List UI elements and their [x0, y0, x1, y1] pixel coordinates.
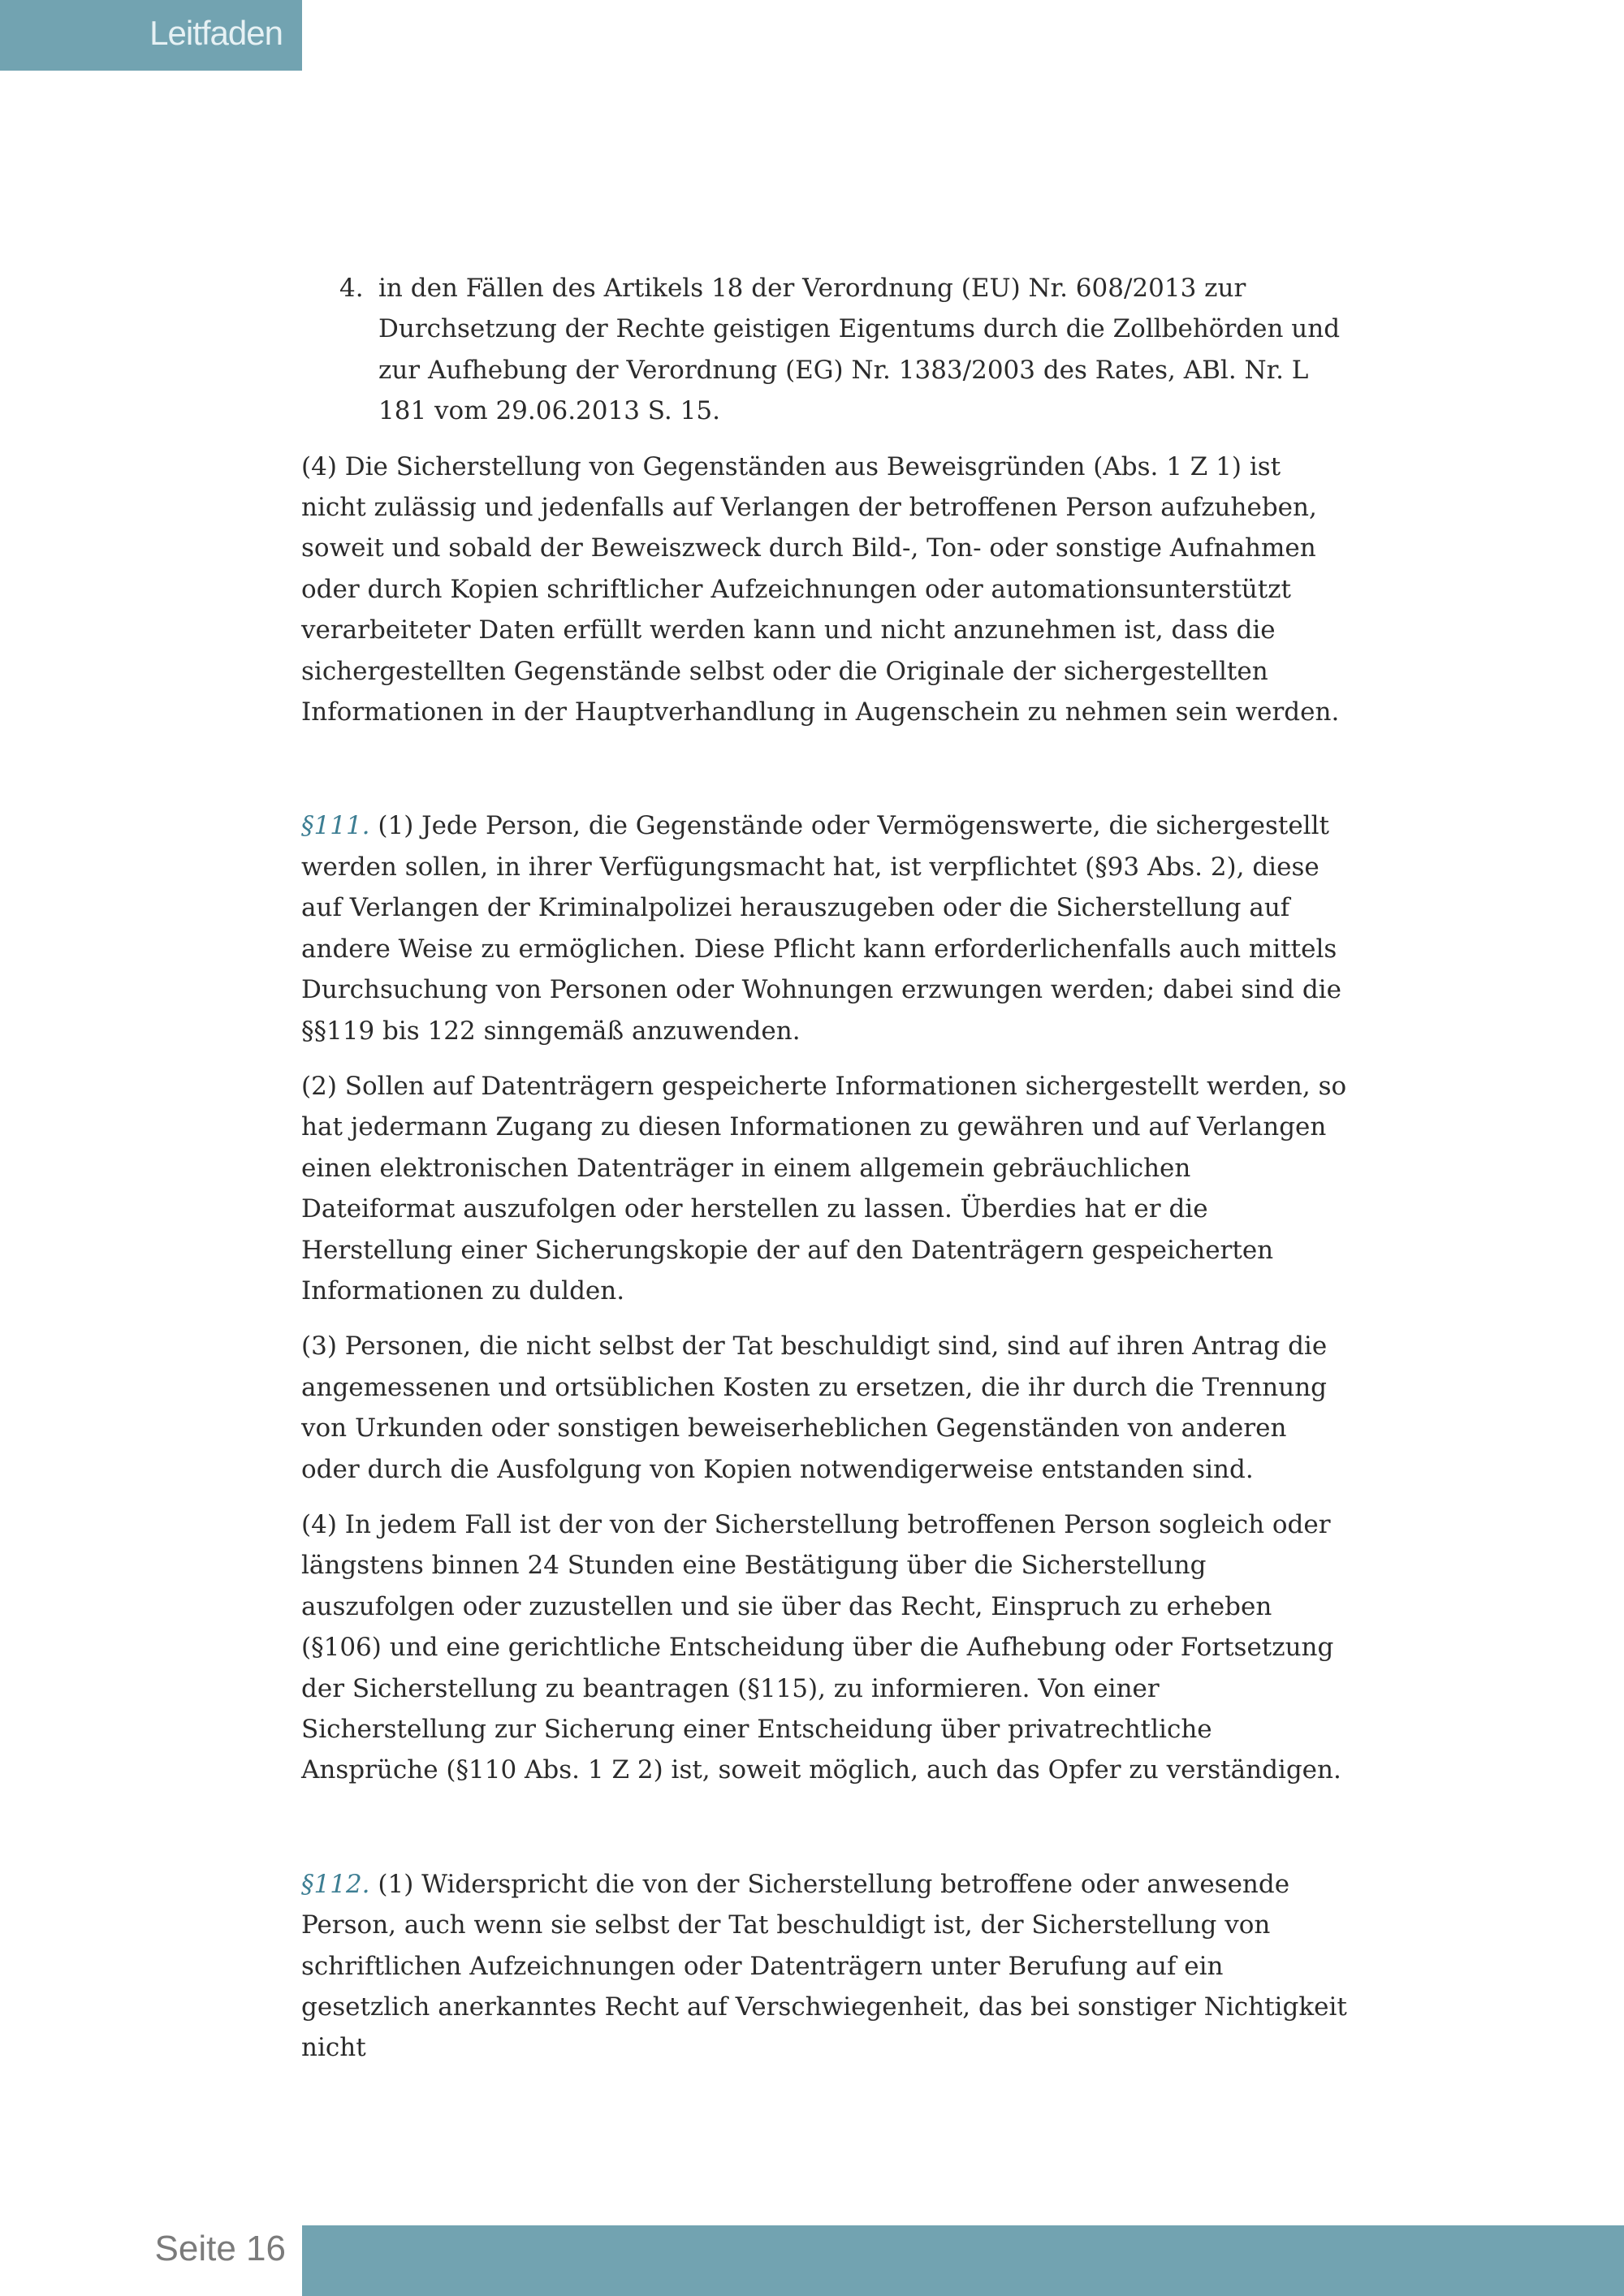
- header-tab: [0, 0, 302, 71]
- footer-bar: [302, 2225, 1624, 2296]
- section-112-ref: §112.: [301, 1869, 370, 1899]
- list-item-number: 4.: [339, 274, 364, 303]
- section-111-paragraph-3: (3) Personen, die nicht selbst der Tat beschuldigt sind, sind auf ihren Antrag die angemessenen und ortsüblichen Kosten zu ersetzen, die ihr durch die Trennung von Urkunden oder sonstigen beweiserheblichen Gegenständen von anderen oder durch die Ausfolgung von Kopien notwendigerweise entstanden sind.: [301, 1331, 1328, 1484]
- page-number: Seite 16: [154, 2229, 286, 2268]
- document-body: [301, 268, 1349, 2069]
- header-label: Leitfaden: [149, 14, 283, 52]
- section-111-paragraph-1: [301, 805, 1349, 1051]
- section-111-paragraph-4: (4) In jedem Fall ist der von der Sicherstellung betroffenen Person sogleich oder längstens binnen 24 Stunden eine Bestätigung über die Sicherstellung auszufolgen oder zuzustellen und sie über das Recht, Einspruch zu erheben (§106) und eine gerichtliche Entscheidung über die Aufhebung oder Fortsetzung der Sicherstellung zu beantragen (§115), zu informieren. Von einer Sicherstellung zur Sicherung einer Entscheidung über privatrechtliche Ansprüche (§110 Abs. 1 Z 2) ist, soweit möglich, auch das Opfer zu verständigen.: [301, 1509, 1341, 1785]
- list-item-text: in den Fällen des Artikels 18 der Verordnung (EU) Nr. 608/2013 zur Durchsetzung der Rechte geistigen Eigentums durch die Zollbehörden und zur Aufhebung der Verordnung (EG) Nr. 1383/2003 des Rates, ABl. Nr. L 181 vom 29.06.2013 S. 15.: [378, 274, 1341, 426]
- section-112-paragraph-1: [301, 1864, 1349, 2069]
- section-112-p1-text: (1) Widerspricht die von der Sicherstellung betroffene oder anwesende Person, auch wenn sie selbst der Tat beschuldigt ist, der Sicherstellung von schriftlichen Aufzeichnungen oder Datenträgern unter Berufung auf ein gesetzlich anerkanntes Recht auf Verschwiegenheit, das bei sonstiger Nichtigkeit nicht: [301, 1869, 1347, 2063]
- section-111-p1-text: (1) Jede Person, die Gegenstände oder Vermögenswerte, die sichergestellt werden sollen, in ihrer Verfügungsmacht hat, ist verpflichtet (§93 Abs. 2), diese auf Verlangen der Kriminalpolizei herauszugeben oder die Sicherstellung auf andere Weise zu ermöglichen. Diese Pflicht kann erforderlichenfalls auch mittels Durchsuchung von Personen oder Wohnungen erzwungen werden; dabei sind die §§119 bis 122 sinngemäß anzuwenden.: [301, 811, 1341, 1046]
- list-item-4: [301, 268, 1349, 432]
- section-111-ref: §111.: [301, 811, 370, 841]
- section-111-paragraph-2: (2) Sollen auf Datenträgern gespeicherte Informationen sichergestellt werden, so hat jedermann Zugang zu diesen Informationen zu gewähren und auf Verlangen einen elektronischen Datenträger in einem allgemein gebräuchlichen Dateiformat auszufolgen oder herstellen zu lassen. Überdies hat er die Herstellung einer Sicherungskopie der auf den Datenträgern gespeicherten Informationen zu dulden.: [301, 1071, 1347, 1306]
- paragraph-110-4: (4) Die Sicherstellung von Gegenständen aus Beweisgründen (Abs. 1 Z 1) ist nicht zulässig und jedenfalls auf Verlangen der betroffenen Person aufzuheben, soweit und sobald der Beweiszweck durch Bild-, Ton- oder sonstige Aufnahmen oder durch Kopien schriftlicher Aufzeichnungen oder automationsunterstützt verarbeiteter Daten erfüllt werden kann und nicht anzunehmen ist, dass die sichergestellten Gegenstände selbst oder die Originale der sichergestellten Informationen in der Hauptverhandlung in Augenschein zu nehmen sein werden.: [301, 451, 1340, 727]
